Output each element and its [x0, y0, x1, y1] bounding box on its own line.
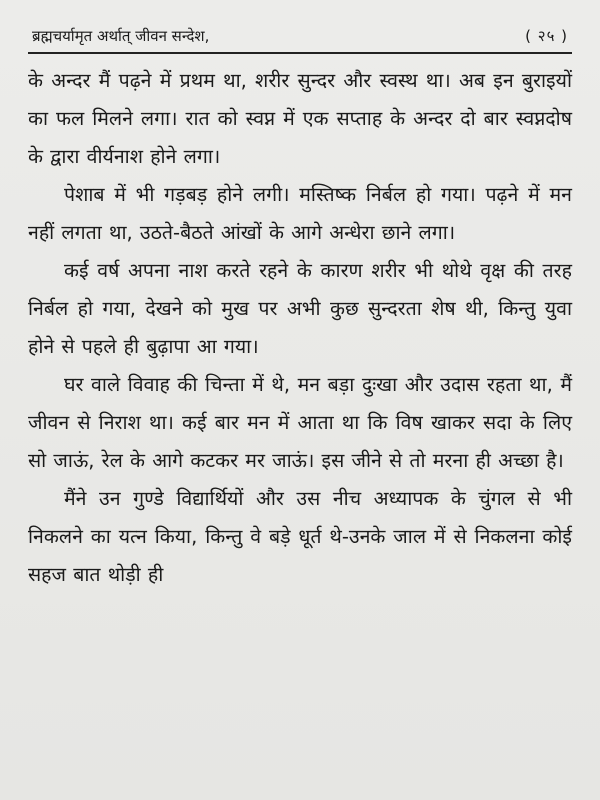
paragraph: घर वाले विवाह की चिन्ता में थे, मन बड़ा दुःखा और उदास रहता था, मैं जीवन से निराश था। कई बार मन में आता था कि विष खाकर सदा के लिए सो जाऊं, रेल के आगे कटकर मर जाऊं। इस जीने से तो मरना ही अच्छा है।: [28, 373, 572, 472]
paragraph: मैंने उन गुण्डे विद्यार्थियों और उस नीच अध्यापक के चुंगल से भी निकलने का यत्न किया, किन्तु वे बड़े धूर्त थे-उनके जाल में से निकलना कोई सहज बात थोड़ी ही: [28, 487, 572, 586]
book-title: ब्रह्मचर्यामृत अर्थात् जीवन सन्देश,: [32, 27, 210, 45]
body-text: [28, 62, 572, 594]
paragraph: पेशाब में भी गड़बड़ होने लगी। मस्तिष्क निर्बल हो गया। पढ़ने में मन नहीं लगता था, उठते-बैठते आंखों के आगे अन्धेरा छाने लगा।: [28, 183, 572, 244]
running-header: [28, 26, 572, 54]
paragraph: कई वर्ष अपना नाश करते रहने के कारण शरीर भी थोथे वृक्ष की तरह निर्बल हो गया, देखने को मुख पर अभी कुछ सुन्दरता शेष थी, किन्तु युवा होने से पहले ही बुढ़ापा आ गया।: [28, 259, 572, 358]
page-number: ( २५ ): [525, 27, 568, 45]
paragraph: के अन्दर मैं पढ़ने में प्रथम था, शरीर सुन्दर और स्वस्थ था। अब इन बुराइयों का फल मिलने लगा। रात को स्वप्न में एक सप्ताह के अन्दर दो बार स्वप्नदोष के द्वारा वीर्यनाश होने लगा।: [28, 69, 572, 168]
